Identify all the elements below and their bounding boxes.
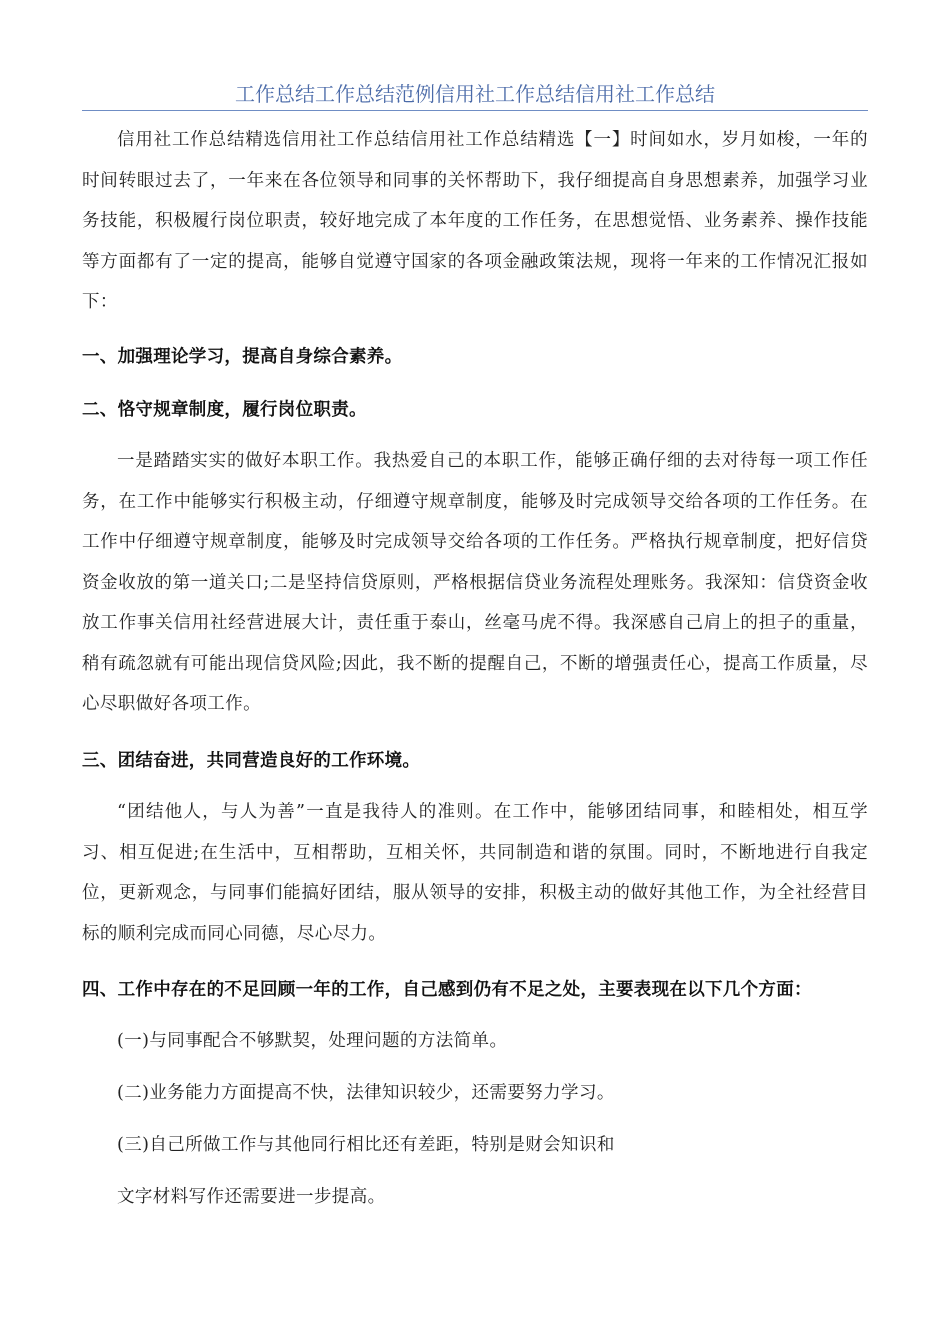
section-2-paragraph <box>82 441 868 725</box>
section-heading-3: 三、团结奋进，共同营造良好的工作环境。 <box>82 751 421 771</box>
section-3-text: “团结他人，与人为善”一直是我待人的准则。在工作中，能够团结同事，和睦相处，相互学习、相互促进;在生活中，互相帮助，互相关怀，共同制造和谐的氛围。同时，不断地进行自我定位，更新观念，与同事们能搞好团结，服从领导的安排，积极主动的做好其他工作，为全社经营目标的顺利完成而同心同德，尽心尽力。 <box>82 802 868 944</box>
section-heading-4: 四、工作中存在的不足回顾一年的工作，自己感到仍有不足之处，主要表现在以下几个方面： <box>82 980 812 1000</box>
list-item: (二)业务能力方面提高不快，法律知识较少，还需要努力学习。 <box>117 1083 615 1103</box>
section-3-paragraph <box>82 792 868 954</box>
page-header-title: 工作总结工作总结范例信用社工作总结信用社工作总结 <box>82 80 868 111</box>
section-heading-1: 一、加强理论学习，提高自身综合素养。 <box>82 347 403 367</box>
intro-paragraph <box>82 120 868 323</box>
intro-text: 信用社工作总结精选信用社工作总结信用社工作总结精选【一】时间如水，岁月如梭，一年的时间转眼过去了，一年来在各位领导和同事的关怀帮助下，我仔细提高自身思想素养，加强学习业务技能，积极履行岗位职责，较好地完成了本年度的工作任务，在思想觉悟、业务素养、操作技能等方面都有了一定的提高，能够自觉遵守国家的各项金融政策法规，现将一年来的工作情况汇报如下： <box>82 130 868 312</box>
section-heading-2: 二、恪守规章制度，履行岗位职责。 <box>82 400 367 420</box>
list-item: (一)与同事配合不够默契，处理问题的方法简单。 <box>117 1031 508 1051</box>
list-item: 文字材料写作还需要进一步提高。 <box>117 1187 386 1207</box>
section-2-text: 一是踏踏实实的做好本职工作。我热爱自己的本职工作，能够正确仔细的去对待每一项工作任务，在工作中能够实行积极主动，仔细遵守规章制度，能够及时完成领导交给各项的工作任务。在工作中仔细遵守规章制度，能够及时完成领导交给各项的工作任务。严格执行规章制度，把好信贷资金收放的第一道关口;二是坚持信贷原则，严格根据信贷业务流程处理账务。我深知：信贷资金收放工作事关信用社经营进展大计，责任重于泰山，丝毫马虎不得。我深感自己肩上的担子的重量，稍有疏忽就有可能出现信贷风险;因此，我不断的提醒自己，不断的增强责任心，提高工作质量，尽心尽职做好各项工作。 <box>82 451 868 714</box>
list-item: (三)自己所做工作与其他同行相比还有差距，特别是财会知识和 <box>117 1135 615 1155</box>
